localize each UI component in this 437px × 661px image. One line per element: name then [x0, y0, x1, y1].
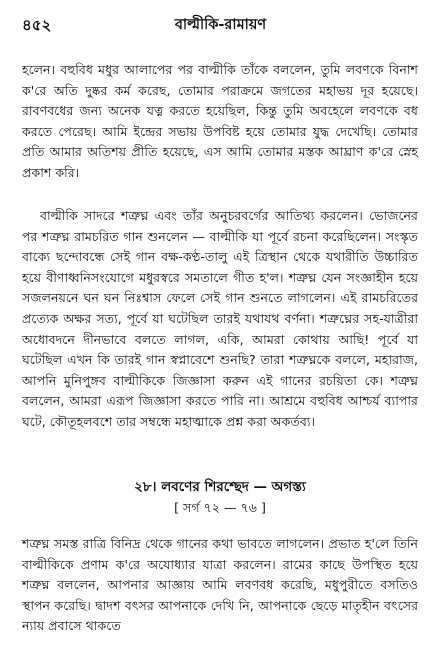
paragraph-2: বাল্মীকি সাদরে শত্রুঘ্ন এবং তাঁর অনুচরবর্গের আতিথ্য করলেন। ভোজনের পর শত্রুঘ্ন রামচরিত গান শুনলেন — বাল্মীকি যা পূর্বে রচনা করেছিলেন। সংস্কৃত বাক্যে ছন্দোবন্ধে সেই গান বক্ষ-কণ্ঠ-তালু এই ত্রিস্থান থেকে যথারীতি উচ্চারিত হয়ে বীণাধ্বনিসংযোগে মধুরস্বরে সমতালে গীত হ'ল। শত্রুঘ্ন যেন সংজ্ঞাহীন হয়ে সজলনয়নে ঘন ঘন নিঃশ্বাস ফেলে সেই গান শুনতে লাগলেন। এই রামচরিতের প্রত্যেক অক্ষর সত্য, পূর্বে যা ঘটেছিল তারই যথাযথ বর্ণনা। শত্রুঘ্নের সহ-যাত্রীরা অধোবদনে দীনভাবে বলতে লাগল, একি, আমরা কোথায় আছি! পূর্বে যা ঘটেছিল এখন কি তারই গান স্বপ্নাবেশে শুনছি? তারা শত্রুঘ্নকে বললে, মহারাজ, আপনি মুনিপুঙ্গব বাল্মীকিকে জিজ্ঞাসা করুন এই গানের রচয়িতা কে। শত্রুঘ্ন বললেন, আমরা এরূপ জিজ্ঞাসা করতে পারি না। আশ্রমে বহুবিধ আশ্চর্য ব্যাপার ঘটে, কৌতূহলবশে তার সম্বন্ধে মহাত্মাকে প্রশ্ন করা অকর্তব্য। [22, 208, 418, 429]
page-header [22, 14, 419, 36]
sarga-range: [ সর্গ ৭২ — ৭৬ ] [174, 500, 266, 515]
running-title: বাল্মীকি-রামায়ণ [174, 17, 267, 33]
paragraph-3: শত্রুঘ্ন সমস্ত রাত্রি বিনিদ্র থেকে গানের কথা ভাবতে লাগলেন। প্রভাত হ'লে তিনি বাল্মীকিকে প্রণাম ক'রে অযোধ্যার যাত্রা করলেন। রামের কাছে উপস্থিত হয়ে শত্রুঘ্ন বললেন, আপনার আজ্ঞায় আমি লবণবধ করেছি, মধুপুরীতে বসতিও স্থাপন করেছি। দ্বাদশ বৎসর আপনাকে দেখি নি, আপনাকে ছেড়ে মাতৃহীন বৎসের ন্যায় প্রবাসে থাকতে [22, 536, 418, 634]
section-heading: ২৮। লবণের শিরশ্ছেদ — অগস্ত্য [134, 479, 306, 495]
page-number: ৪৫২ [22, 16, 52, 34]
paragraph-1: হলেন। বহুবিধ মধুর আলাপের পর বাল্মীকি তাঁকে বললেন, তুমি লবণকে বিনাশ ক'রে অতি দুষ্কর কর্ম করেছ, তোমার পরাক্রমে জগতের মহাভয় দূর হয়েছে। রাবণবধের জন্য অনেক যত্ন করতে হয়েছিল, কিন্তু তুমি অবহেলে লবণকে বধ করতে পেরেছ। আমি ইন্দ্রের সভায় উপবিষ্ট হয়ে তোমার যুদ্ধ দেখেছি। তোমার প্রতি আমার অতিশয় প্রীতি হয়েছে, এস আমি তোমার মস্তক আঘ্রাণ ক'রে স্নেহ প্রকাশ করি। [22, 62, 418, 180]
